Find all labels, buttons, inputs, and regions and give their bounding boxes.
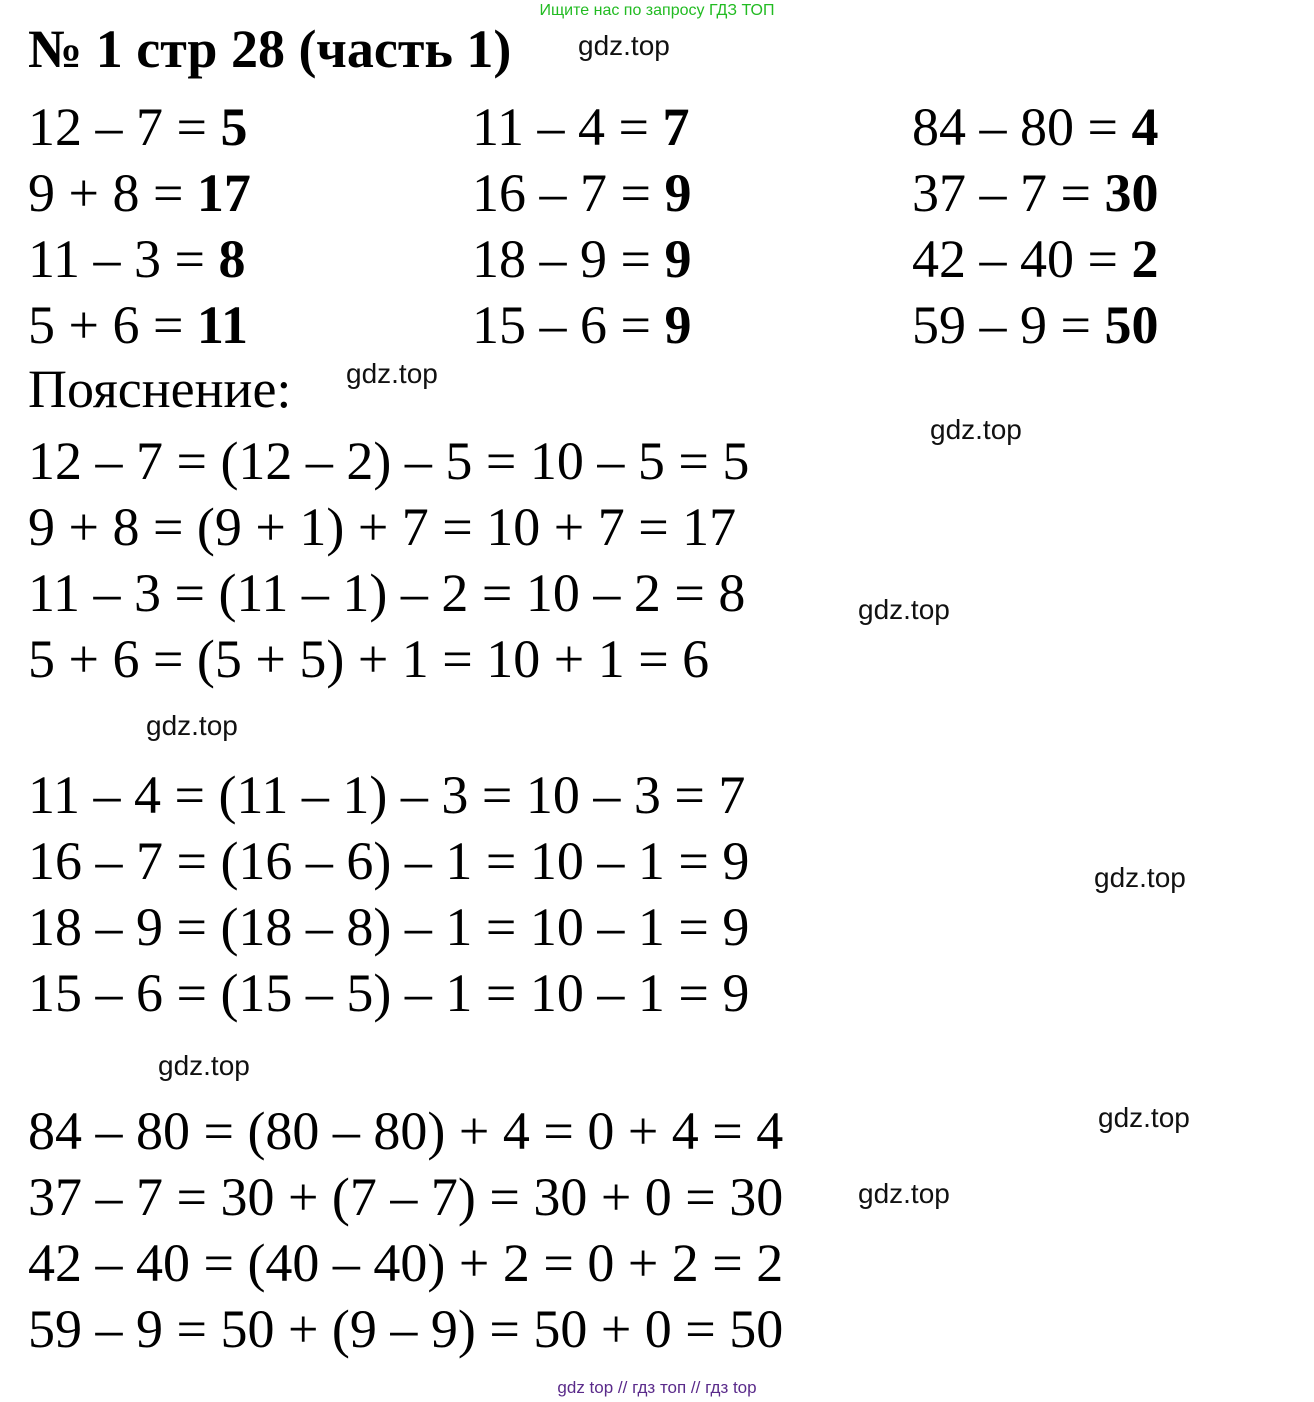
answer-1-2: 11 – 4 = 7 [472,97,690,157]
explanation-line: 9 + 8 = (9 + 1) + 7 = 10 + 7 = 17 [28,497,737,557]
footer-links: gdz top // гдз топ // гдз top [557,1378,757,1397]
explanation-line: 5 + 6 = (5 + 5) + 1 = 10 + 1 = 6 [28,629,710,689]
explanation-line: 15 – 6 = (15 – 5) – 1 = 10 – 1 = 9 [28,963,750,1023]
watermark: gdz.top [1094,862,1186,893]
watermark: gdz.top [146,710,238,741]
explanation-line: 59 – 9 = 50 + (9 – 9) = 50 + 0 = 50 [28,1299,784,1359]
answer-3-1: 11 – 3 = 8 [28,229,246,289]
answer-1-1: 12 – 7 = 5 [28,97,248,157]
answer-1-3: 84 – 80 = 4 [912,97,1159,157]
page-title: № 1 стр 28 (часть 1) [28,19,512,79]
answer-3-2: 18 – 9 = 9 [472,229,692,289]
explanation-label: Пояснение: [28,359,292,419]
explanation-line: 37 – 7 = 30 + (7 – 7) = 30 + 0 = 30 [28,1167,784,1227]
watermark: gdz.top [346,358,438,389]
answer-4-1: 5 + 6 = 11 [28,295,248,355]
watermark: gdz.top [930,414,1022,445]
explanation-line: 18 – 9 = (18 – 8) – 1 = 10 – 1 = 9 [28,897,750,957]
explanation-line: 11 – 4 = (11 – 1) – 3 = 10 – 3 = 7 [28,765,746,825]
watermark: gdz.top [578,30,670,61]
answer-4-3: 59 – 9 = 50 [912,295,1159,355]
explanation-line: 11 – 3 = (11 – 1) – 2 = 10 – 2 = 8 [28,563,746,623]
explanation-line: 16 – 7 = (16 – 6) – 1 = 10 – 1 = 9 [28,831,750,891]
top-banner: Ищите нас по запросу ГДЗ ТОП [539,2,775,19]
watermark: gdz.top [1098,1102,1190,1133]
answer-2-1: 9 + 8 = 17 [28,163,251,223]
explanation-line: 12 – 7 = (12 – 2) – 5 = 10 – 5 = 5 [28,431,750,491]
watermark: gdz.top [158,1050,250,1081]
answer-3-3: 42 – 40 = 2 [912,229,1159,289]
answer-2-3: 37 – 7 = 30 [912,163,1159,223]
answer-2-2: 16 – 7 = 9 [472,163,692,223]
watermark: gdz.top [858,594,950,625]
explanation-line: 84 – 80 = (80 – 80) + 4 = 0 + 4 = 4 [28,1101,784,1161]
explanation-line: 42 – 40 = (40 – 40) + 2 = 0 + 2 = 2 [28,1233,784,1293]
watermark: gdz.top [858,1178,950,1209]
answer-4-2: 15 – 6 = 9 [472,295,692,355]
